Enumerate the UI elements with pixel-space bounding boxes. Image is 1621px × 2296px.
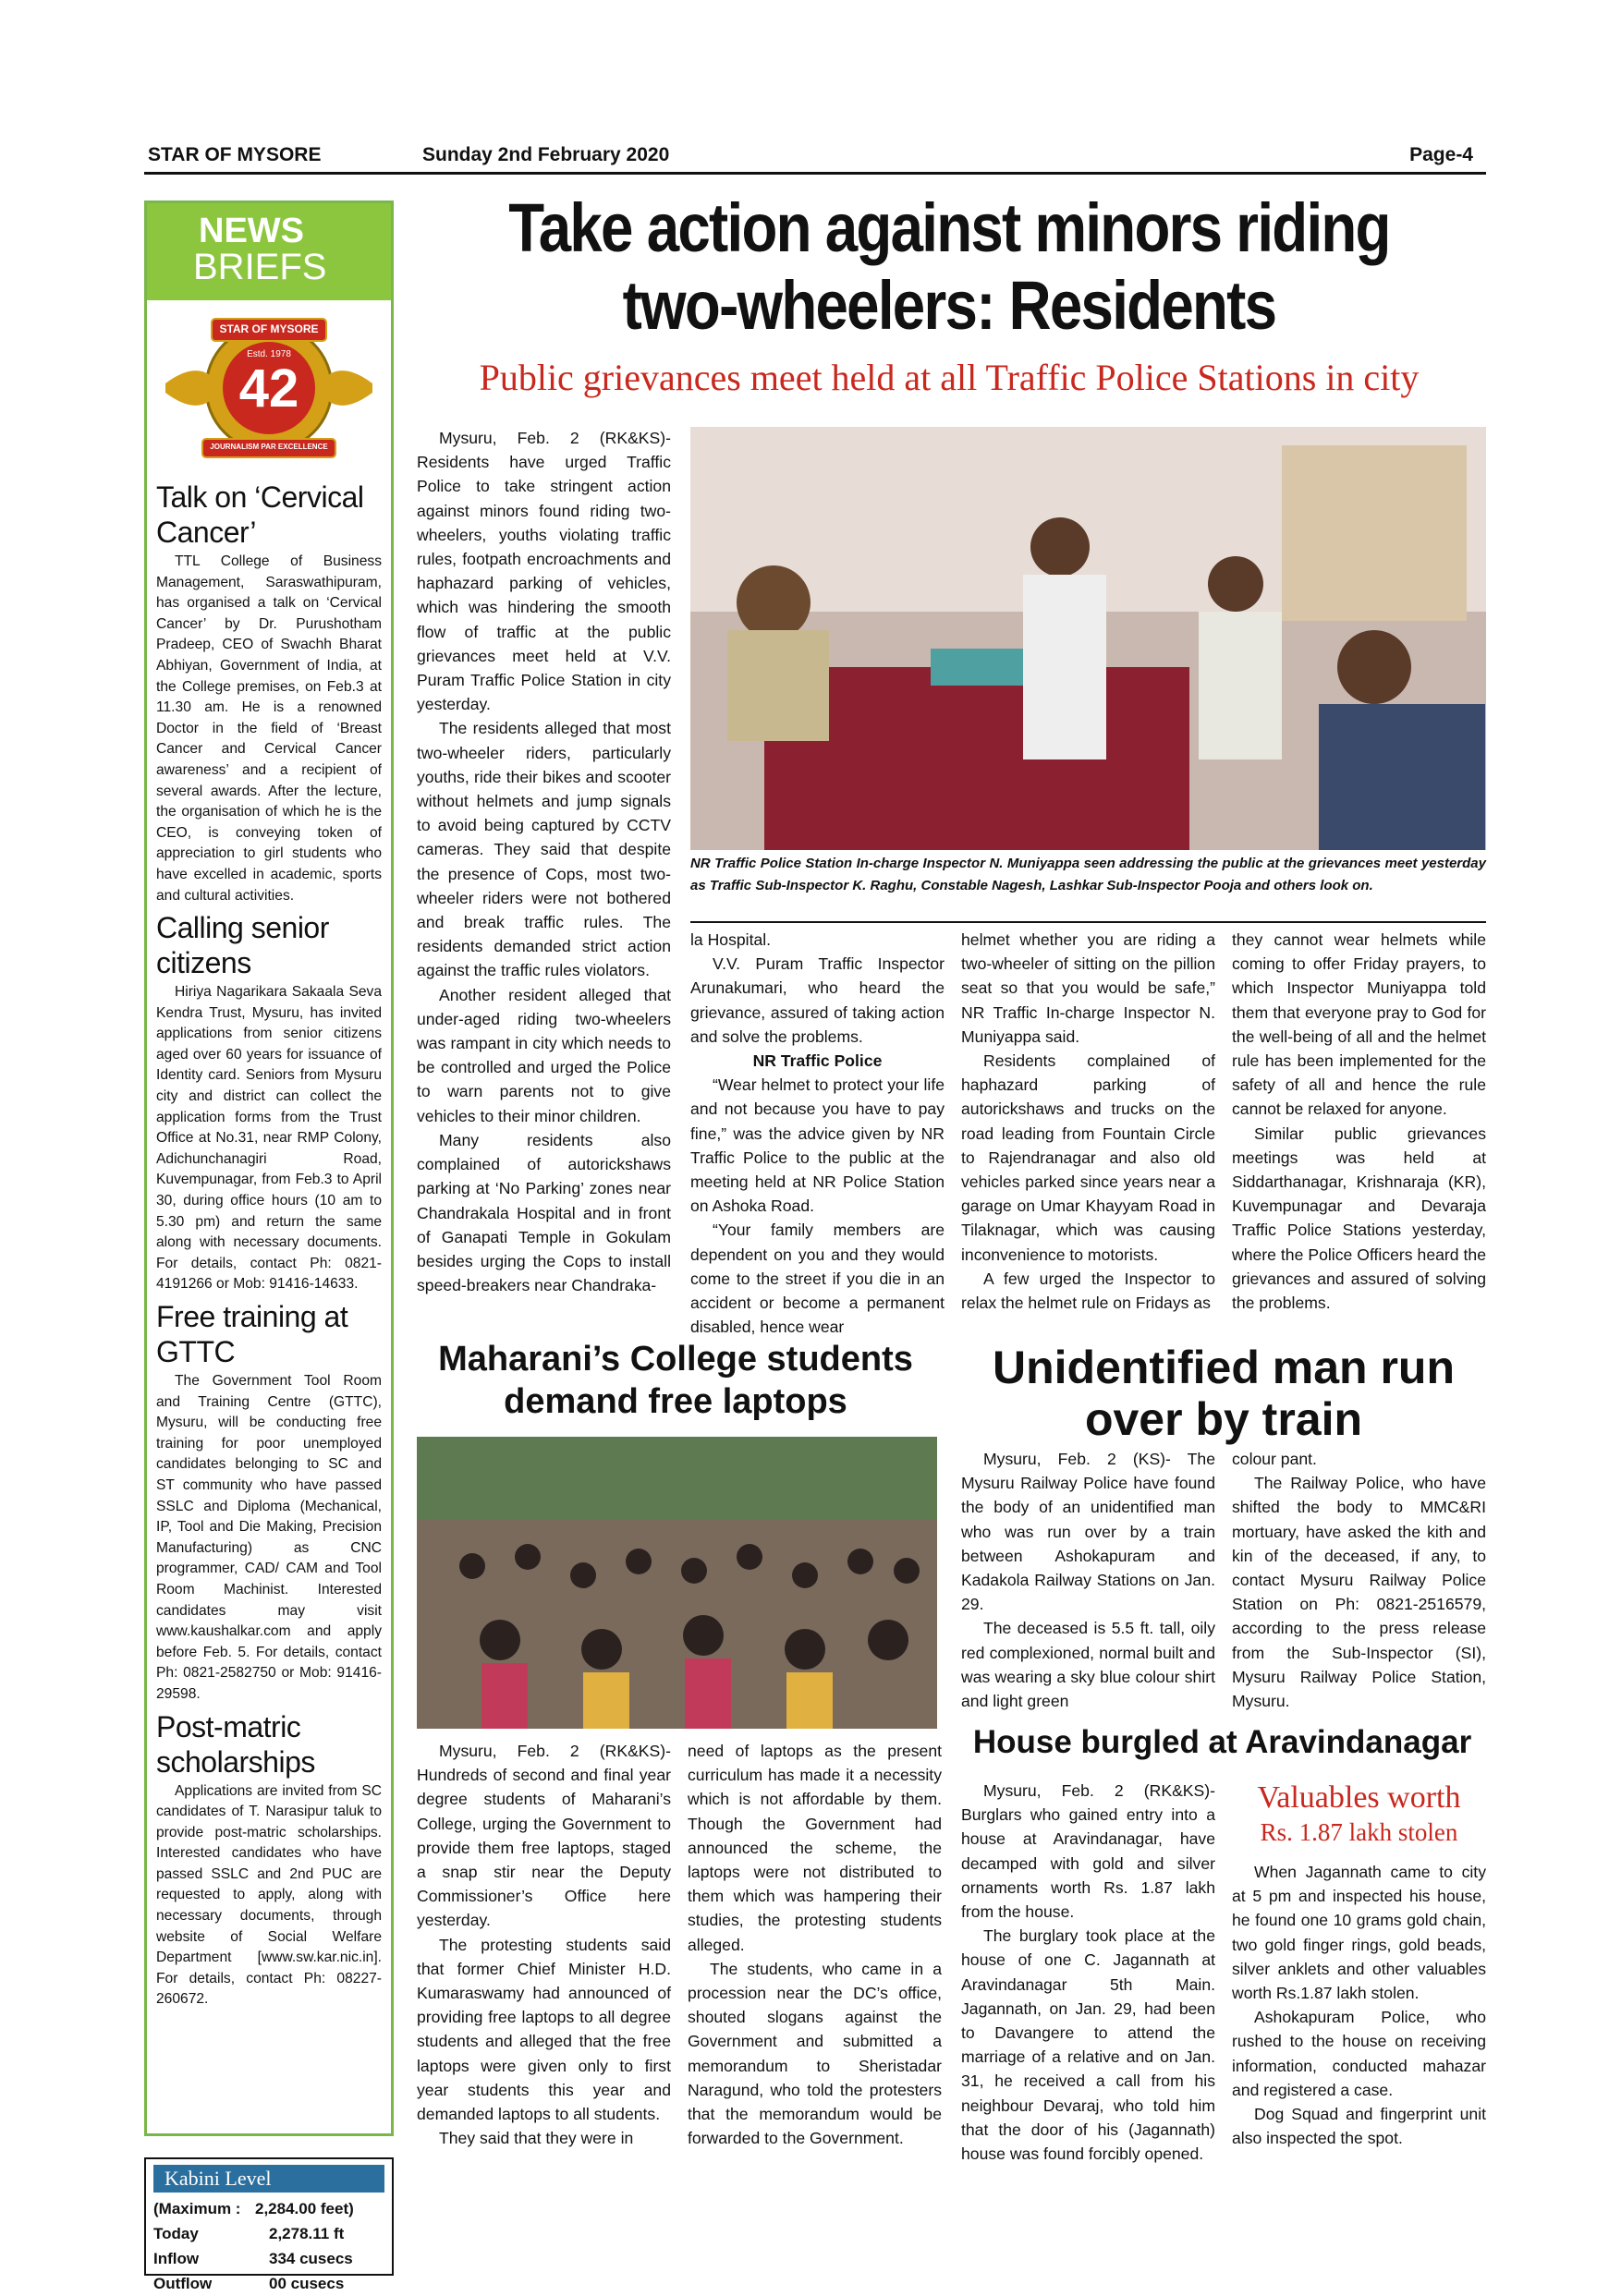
paragraph: The residents alleged that most two-wheeler riders, particularly youths, ride their bikes and scooter without helmets and jump signals to avoid being captured by CCTV cameras. They said that despite the presence of Cops, most two-wheeler riders were not bothered and break traffic rules. The residents demanded strict action against the traffic rules violators. <box>417 719 671 980</box>
brief-item <box>156 1709 382 2011</box>
main-col-3 <box>961 928 1215 1315</box>
paragraph: They said that they were in <box>439 2129 634 2148</box>
kabini-label: Inflow <box>153 2250 200 2267</box>
logo-estd: Estd. 1978 <box>247 349 291 359</box>
masthead-paper: STAR OF MYSORE <box>148 144 322 165</box>
maharani-col-1 <box>417 1739 671 2150</box>
paragraph: Mysuru, Feb. 2 (RK&KS)- Hundreds of second and final year degree students of Maharani’s College, urging the Government to provide them free laptops, staged a snap stir near the Deputy Commissioner’s Office here yesterday. <box>417 1742 671 1930</box>
logo-number: 42 <box>238 358 299 419</box>
main-headline-line2: two-wheelers: Residents <box>622 267 1276 344</box>
burglary-subhead-line2: Rs. 1.87 lakh stolen <box>1260 1818 1458 1846</box>
paragraph: Dog Squad and fingerprint unit also inspected the spot. <box>1232 2105 1486 2148</box>
burglary-col-1 <box>961 1779 1215 2166</box>
paragraph: “Your family members are dependent on you and they would come to the street if you die in an accident or become a permanent disabled, hence wear <box>690 1221 945 1337</box>
burglary-col-2 <box>1232 1860 1486 2150</box>
paragraph: need of laptops as the present curriculum has made it a necessity which is not affordable by them. Though the Government had announced the scheme, the laptops were not distributed to them which was hampering their studies, the protesting students alleged. <box>688 1742 942 1954</box>
news-briefs-sidebar <box>144 200 394 2136</box>
kabini-value: 334 cusecs <box>269 2250 353 2267</box>
briefs-list <box>147 480 391 2011</box>
main-headline-line1: Take action against minors riding <box>508 189 1390 266</box>
paragraph: The burglary took place at the house of one C. Jagannath at Aravindanagar 5th Main. Jagannath, on Jan. 29, had been to Davangere to attend the marriage of a relative and on Jan. 31, he received a call from his neighbour Devaraj, who told him that the door of his (Jagannath) house was found forcibly opened. <box>961 1926 1215 2164</box>
kabini-label: Today <box>153 2225 199 2242</box>
brief-body: Applications are invited from SC candidates of T. Narasipur taluk to provide post-matric scholarships. Interested candidates who have passed SSLC and 2nd PUC are requested to apply, along with necessary documents, through website of Social Welfare Department [www.sw.kar.nic.in]. For details, contact Ph: 08227-260672. <box>156 1782 382 2008</box>
police-meeting-image-icon <box>690 427 1486 850</box>
kabini-row <box>153 2196 384 2221</box>
paragraph: Ashokapuram Police, who rushed to the house on receiving information, conducted mahazar and registered a case. <box>1232 2008 1486 2099</box>
paragraph: Many residents also complained of autorickshaws parking at ‘No Parking’ zones near Chandrakala Hospital and in front of Ganapati Temple in Gokulam besides urging the Cops to install speed-breakers near Chandraka- <box>417 1130 671 1295</box>
caption-rule <box>690 921 1486 923</box>
kabini-row <box>153 2221 384 2246</box>
paragraph: The protesting students said that former Chief Minister H.D. Kumaraswamy had announced of providing free laptops to all degree students and alleged that the free laptops were given only to first year students this year and demanded laptops to all students. <box>417 1935 671 2124</box>
paragraph: they cannot wear helmets while coming to offer Friday prayers, to which Inspector Muniyappa told them that everyone pray to God for the well-being of all and the helmet rule has been implemented for the safety of all and hence the rule cannot be relaxed for anyone. <box>1232 930 1486 1119</box>
brief-item <box>156 480 382 906</box>
kabini-row <box>153 2246 384 2271</box>
kabini-label: (Maximum : <box>153 2200 241 2217</box>
paragraph: Mysuru, Feb. 2 (KS)- The Mysuru Railway Police have found the body of an unidentified man who was run over by a train between Ashokapuram and Kadakola Railway Stations on Jan. 29. <box>961 1450 1215 1614</box>
paragraph: colour pant. <box>1232 1450 1317 1468</box>
paragraph: Similar public grievances meetings was held at Siddarthanagar, Krishnaraja (KR), Kuvempunagar and Devaraja Traffic Police Stations yesterday, where the Police Officers heard the grievances and assured of solving the problems. <box>1232 1124 1486 1313</box>
logo-bottom-text: JOURNALISM PAR EXCELLENCE <box>210 443 328 451</box>
paragraph: Residents complained of haphazard parking of autorickshaws and trucks on the road leading from Fountain Circle to Rajendranagar and also old vehicles parked since years near a garage on Umar Khayyam Road in Tilaknagar, which was causing inconvenience to motorists. <box>961 1051 1215 1264</box>
train-col-1 <box>961 1447 1215 1713</box>
paragraph: The deceased is 5.5 ft. tall, oily red complexioned, normal built and was wearing a sky blue colour shirt and light green <box>961 1619 1215 1711</box>
brief-item <box>156 910 382 1295</box>
maharani-photo <box>417 1437 937 1729</box>
paragraph: Mysuru, Feb. 2 (RK&KS)- Burglars who gained entry into a house at Aravindanagar, have decamped with gold and silver ornaments worth Rs. 1.87 lakh from the house. <box>961 1781 1215 1922</box>
paragraph: helmet whether you are riding a two-wheeler of sitting on the pillion seat so that you would be safe,” NR Traffic In-charge Inspector N. Muniyappa said. <box>961 930 1215 1046</box>
brief-title: Free training at GTTC <box>156 1300 348 1368</box>
burglary-subhead-line1: Valuables worth <box>1257 1780 1461 1815</box>
brief-title: Post-matric scholarships <box>156 1709 315 1779</box>
brief-title: Calling senior citizens <box>156 911 329 980</box>
students-protest-image-icon <box>417 1437 937 1729</box>
main-col-2 <box>690 928 945 1339</box>
paragraph: The students, who came in a procession near the DC’s office, shouted slogans against the Government and submitted a memorandum to Sheristadar Naragund, who told the protesters that the memorandum would be forwarded to the Government. <box>688 1959 942 2148</box>
kabini-title: Kabini Level <box>153 2165 384 2193</box>
brief-body: The Government Tool Room and Training Centre (GTTC), Mysuru, will be conducting free training for poor unemployed candidates belonging to SC and ST community who have passed SSLC and Diploma (Mechanical, IP, Tool and Die Making, Precision Manufacturing) as CNC programmer, CAD/ CAM and Tool Room Machinist. Interested candidates may visit www.kaushalkar.com and apply before Feb. 5. For details, contact Ph: 0821-2582750 or Mob: 91416-29598. <box>156 1373 382 1702</box>
train-headline <box>961 1342 1486 1445</box>
paragraph: V.V. Puram Traffic Inspector Arunakumari, who heard the grievance, assured of taking action and solve the problems. <box>690 954 945 1046</box>
paragraph: Mysuru, Feb. 2 (RK&KS)- Residents have urged Traffic Police to take stringent action against minors found riding two-wheelers, youths violating traffic rules, footpath encroachments and haphazard parking of vehicles, which was hindering the smooth flow of traffic at the public grievances meet held at V.V. Puram Traffic Police Station in city yesterday. <box>417 429 671 714</box>
kabini-row <box>153 2271 384 2296</box>
train-headline-line2: over by train <box>1084 1393 1363 1445</box>
main-subhead: Public grievances meet held at all Traffic Police Stations in city <box>479 357 1420 398</box>
maharani-col-2 <box>688 1739 942 2150</box>
train-headline-line1: Unidentified man run <box>993 1342 1455 1393</box>
anniversary-logo <box>147 300 391 476</box>
kabini-level-box <box>144 2157 394 2292</box>
paragraph: la Hospital. <box>690 930 772 949</box>
briefs-word: BRIEFS <box>193 247 327 287</box>
kabini-value: 00 cusecs <box>269 2275 345 2292</box>
maharani-headline-line2: demand free laptops <box>504 1382 847 1421</box>
header-rule <box>144 172 1486 175</box>
paragraph: The Railway Police, who have shifted the body to MMC&RI mortuary, have asked the kith and kin of the deceased, if any, to contact Mysuru Railway Police Station on Ph: 0821-2516579, according to the press release from the Sub-Inspector (SI), Mysuru Railway Police Station, Mysuru. <box>1232 1474 1486 1711</box>
train-col-2 <box>1232 1447 1486 1713</box>
brief-body: Hiriya Nagarikara Sakaala Seva Kendra Trust, Mysuru, has invited applications from senior citizens aged over 60 years for issuance of Identity card. Seniors from Mysuru city and district can collect the application forms from the Trust Office at No.31, near RMP Colony, Adichunchanagiri Road, Kuvempunagar, from Feb.3 to April 30, during office hours (10 am to 5.30 pm) and return the same along with necessary documents. For details, contact Ph: 0821-4191266 or Mob: 91416-14633. <box>156 984 382 1293</box>
burglary-headline: House burgled at Aravindanagar <box>972 1724 1472 1760</box>
subheading: NR Traffic Police <box>752 1051 883 1071</box>
brief-item <box>156 1299 382 1706</box>
masthead-date: Sunday 2nd February 2020 <box>422 144 670 165</box>
paragraph: A few urged the Inspector to relax the helmet rule on Fridays as <box>961 1269 1215 1313</box>
burglary-subhead <box>1232 1779 1486 1847</box>
paragraph: Another resident alleged that under-aged riding two-wheelers was rampant in city which needs to be controlled and urged the Police to warn parents not to give vehicles to their minor children. <box>417 985 671 1125</box>
brief-body: TTL College of Business Management, Saraswathipuram, has organised a talk on ‘Cervical Cancer’ by Dr. Purushotham Pradeep, CEO of Swachh Bharat Abhiyan, Government of India, at the College premises, on Feb.3 at 11.30 am. He is a renowned Doctor in the field of ‘Breast Cancer and Cervical Cancer awareness’ and a recipient of several awards. After the lecture, the organisation of which he is the CEO, is conveying token of appreciation to girl students who have excelled in academic, sports and cultural activities. <box>156 553 382 904</box>
kabini-value: 2,278.11 ft <box>269 2225 345 2242</box>
brief-title: Talk on ‘Cervical Cancer’ <box>156 480 364 549</box>
masthead-page: Page-4 <box>1409 144 1473 165</box>
news-word: NEWS <box>199 212 304 250</box>
main-col-1 <box>417 426 671 1297</box>
main-photo-caption: NR Traffic Police Station In-charge Inspector N. Muniyappa seen addressing the public at the grievances meet yesterday as Traffic Sub-Inspector K. Raghu, Constable Nagesh, Lashkar Sub-Inspector Pooja and others look on. <box>690 856 1486 893</box>
kabini-label: Outflow <box>153 2275 213 2292</box>
maharani-headline <box>412 1338 939 1423</box>
paragraph: When Jagannath came to city at 5 pm and inspected his house, he found one 10 grams gold chain, two gold finger rings, gold beads, silver anklets and other valuables worth Rs.1.87 lakh stolen. <box>1232 1863 1486 2003</box>
news-briefs-banner <box>147 203 391 300</box>
main-col-4 <box>1232 928 1486 1315</box>
paragraph: “Wear helmet to protect your life and not because you have to pay fine,” was the advice given by NR Traffic Police to the public at the meeting held at NR Police Station on Ashoka Road. <box>690 1075 945 1216</box>
logo-top-text: STAR OF MYSORE <box>219 322 319 335</box>
main-headline <box>487 189 1410 345</box>
maharani-headline-line1: Maharani’s College students <box>438 1340 913 1379</box>
kabini-value: 2,284.00 feet) <box>255 2200 354 2217</box>
main-story-photo <box>690 427 1486 850</box>
